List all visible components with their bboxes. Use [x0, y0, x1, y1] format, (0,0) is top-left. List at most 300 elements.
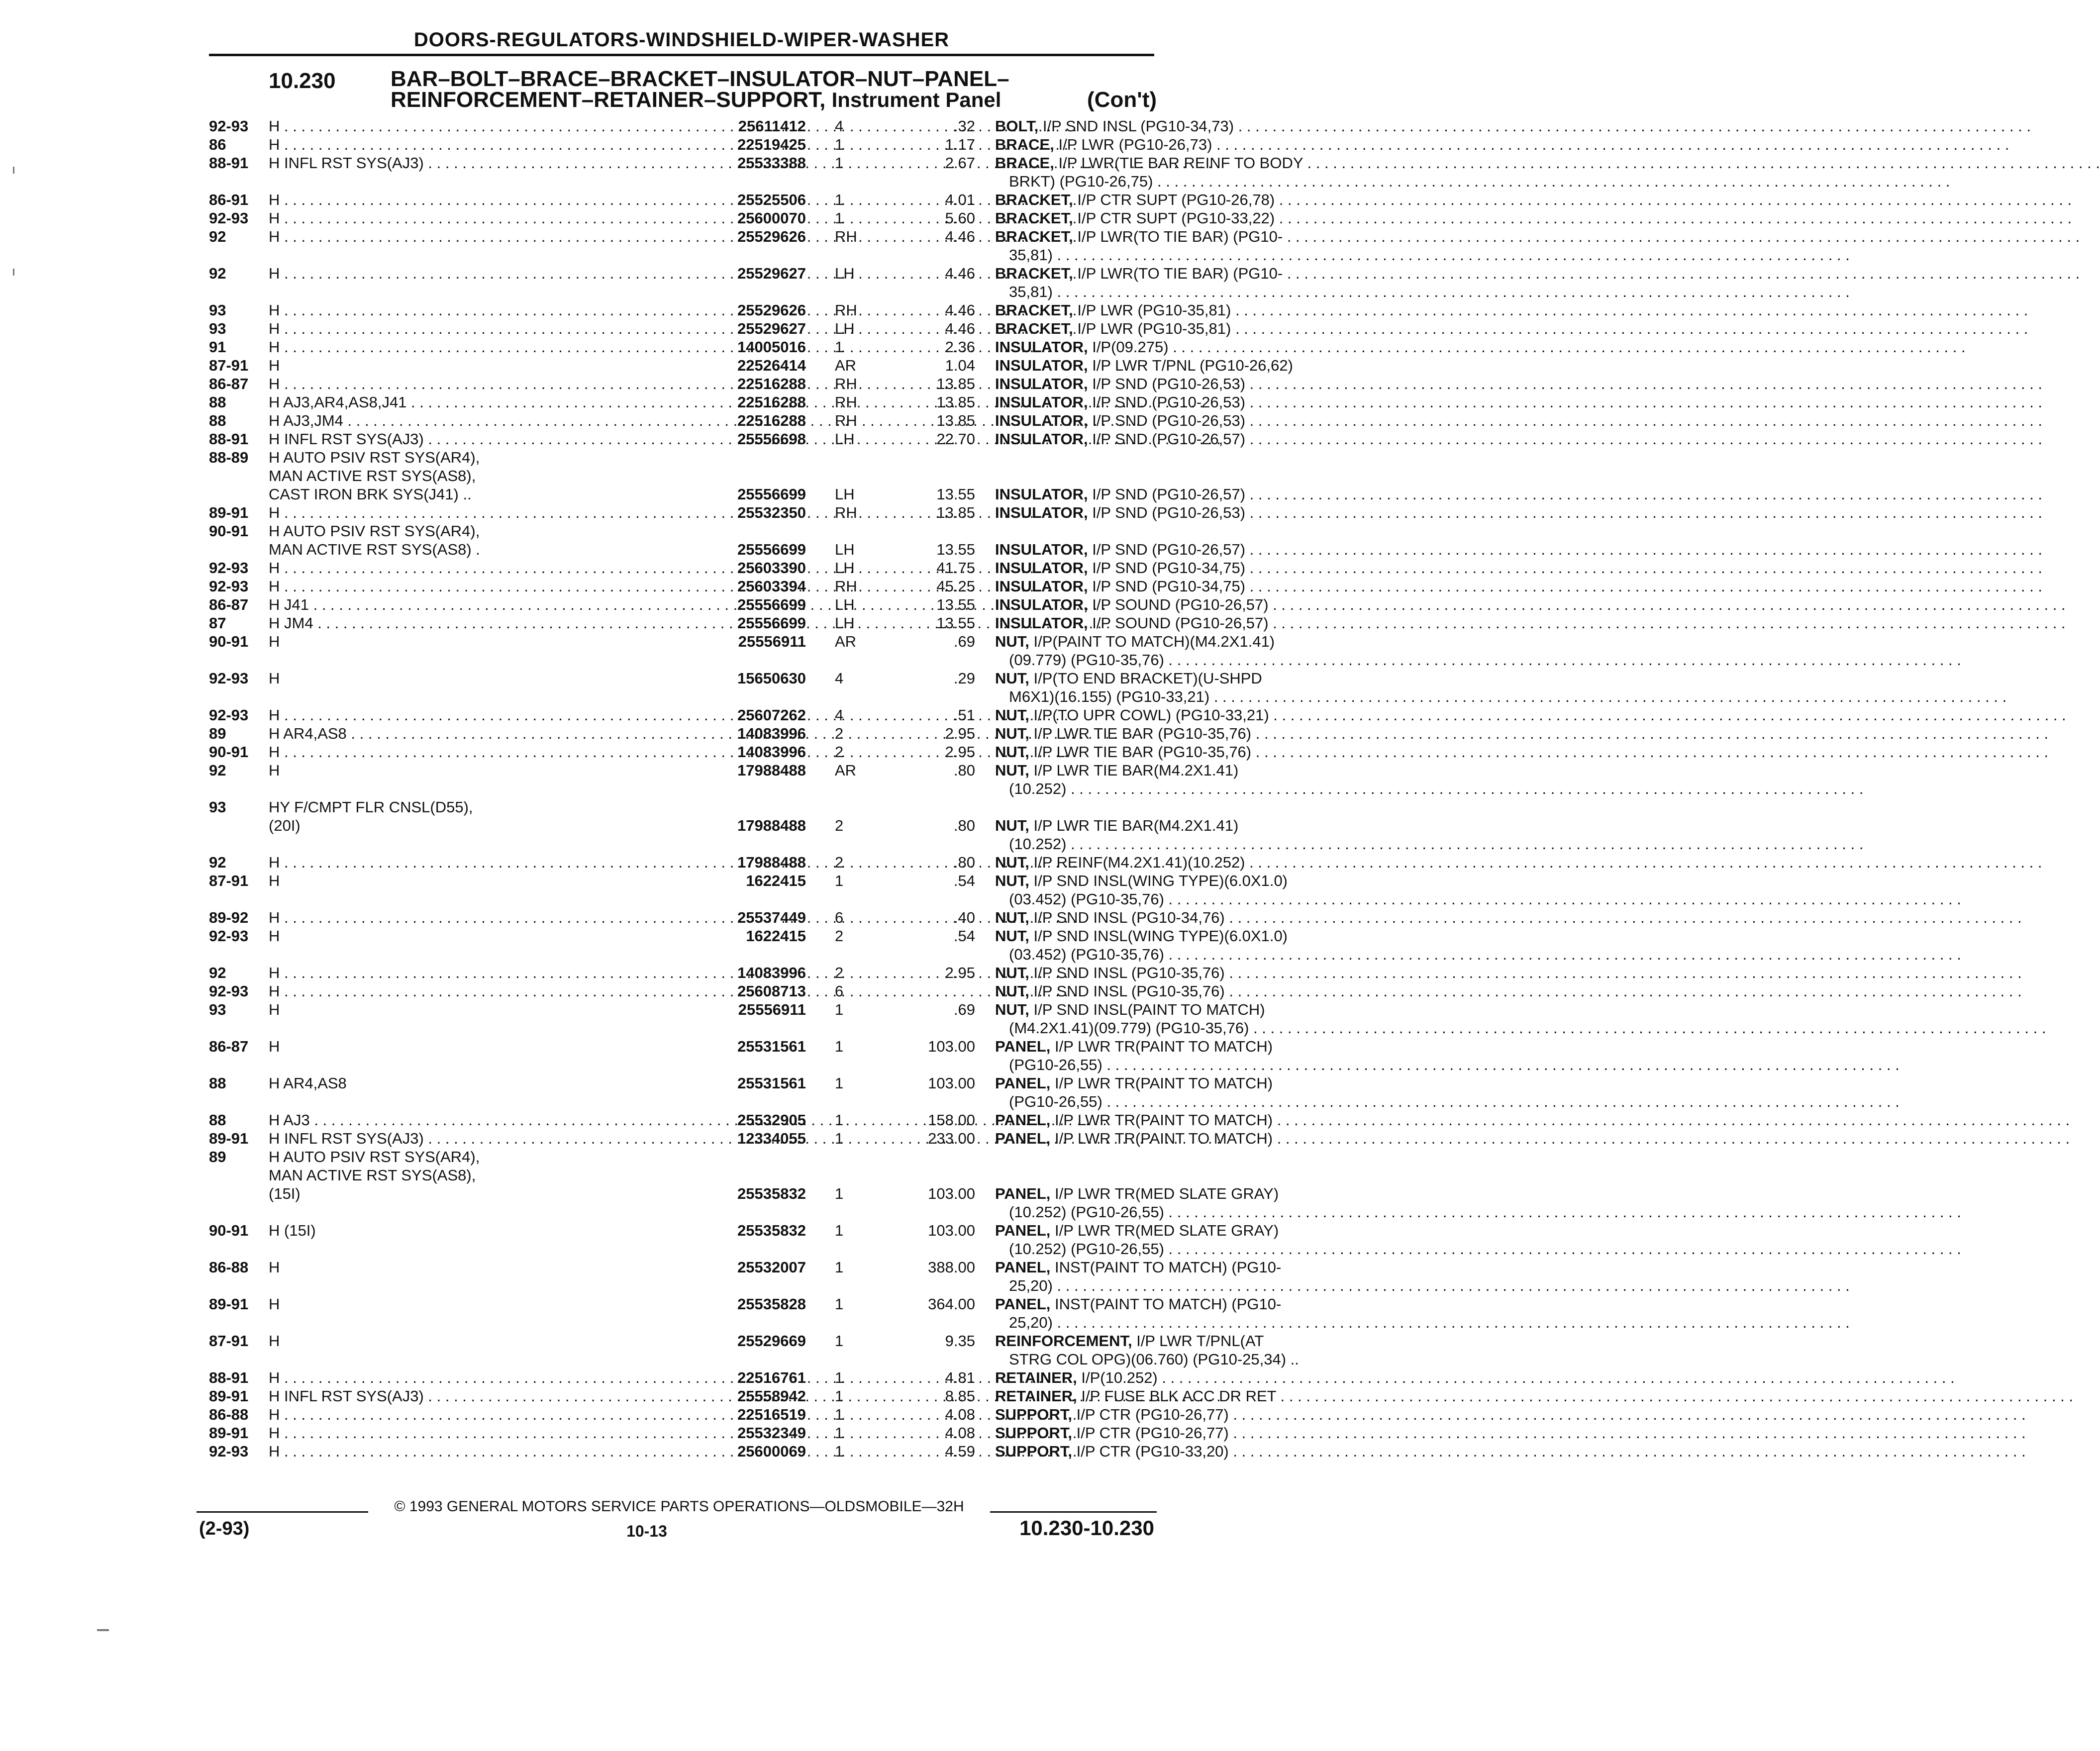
price: 2.67 — [945, 154, 975, 172]
table-row — [209, 393, 1246, 411]
part-name — [995, 1295, 1353, 1313]
table-row — [209, 1240, 1164, 1258]
table-row — [209, 283, 1154, 301]
part-name-keyword: PANEL, — [995, 1259, 1051, 1276]
price: .54 — [953, 872, 975, 889]
part-name-detail: (10.252) — [1009, 835, 1067, 853]
part-name — [995, 227, 1353, 246]
part-name-keyword: PANEL, — [995, 1222, 1051, 1239]
part-number: 22519425 — [737, 136, 806, 153]
part-name-keyword: NUT, — [995, 633, 1029, 650]
model-year: 88 — [209, 1074, 226, 1092]
parts-table — [209, 117, 1303, 1460]
part-name-detail: I/P(TO UPR COWL) (PG10-33,21) — [1033, 706, 1269, 724]
price: 13.55 — [936, 486, 975, 503]
part-name-keyword: BRACKET, — [995, 228, 1073, 245]
part-number: 25533388 — [737, 154, 806, 172]
price: 41.75 — [936, 559, 975, 577]
model-year: 86-88 — [209, 1406, 249, 1423]
part-name — [995, 356, 1353, 375]
table-row — [209, 319, 1231, 338]
part-name-keyword: INSULATOR, — [995, 614, 1088, 632]
part-name-keyword: NUT, — [995, 743, 1029, 761]
model-year: 92-93 — [209, 1443, 249, 1460]
part-number: 25600070 — [737, 209, 806, 227]
quantity: 1 — [835, 1001, 844, 1018]
part-name — [995, 1092, 1367, 1111]
table-row — [209, 246, 1154, 264]
price: 1.04 — [945, 357, 975, 374]
part-name-keyword: SUPPORT, — [995, 1424, 1073, 1442]
price: .40 — [953, 909, 975, 926]
quantity: 1 — [835, 136, 844, 153]
footer-page-number: 10-13 — [626, 1522, 667, 1540]
price: .80 — [953, 854, 975, 871]
model-year: 90-91 — [209, 633, 249, 650]
part-name-keyword: INSULATOR, — [995, 375, 1088, 392]
model-year: 90-91 — [209, 522, 249, 540]
model-year: 92-93 — [209, 578, 249, 595]
part-name — [995, 632, 1353, 651]
table-row — [209, 1405, 1229, 1424]
part-name-detail: I/P SND INSL (PG10-35,76) — [1033, 982, 1225, 1000]
quantity: 4 — [835, 706, 844, 724]
quantity: 1 — [835, 1130, 844, 1147]
part-name — [995, 872, 1353, 890]
part-number: 14083996 — [737, 743, 806, 761]
price: 4.81 — [945, 1369, 975, 1386]
part-number: 25611412 — [738, 117, 806, 135]
part-name-detail: (10.252) — [1009, 780, 1067, 797]
table-row — [209, 1368, 1158, 1387]
price: .69 — [953, 1001, 975, 1018]
part-name-detail: I/P SND INSL(WING TYPE)(6.0X1.0) — [1033, 872, 1288, 889]
application-description: H . . . — [269, 117, 746, 135]
part-name-detail: I/P SND INSL (PG10-34,76) — [1033, 909, 1225, 926]
application-description: H AJ3,JM4 . . . — [269, 411, 746, 430]
model-year: 92 — [209, 964, 226, 981]
price: 4.08 — [945, 1406, 975, 1423]
part-name — [995, 283, 1367, 301]
quantity: 6 — [835, 982, 844, 1000]
table-row — [209, 1424, 1229, 1442]
part-name-detail: I/P LWR TR(PAINT TO MATCH) — [1055, 1111, 1273, 1129]
part-number: 25600069 — [737, 1443, 806, 1460]
table-row — [209, 301, 1231, 319]
table-row — [209, 1313, 1154, 1332]
quantity: AR — [835, 633, 857, 650]
quantity: RH — [835, 412, 857, 429]
part-number: 25556911 — [738, 1001, 806, 1018]
model-year: 88 — [209, 1111, 226, 1129]
application-description: H . . . — [269, 908, 746, 927]
part-name — [995, 908, 1353, 927]
application-description: H — [269, 633, 280, 650]
part-name-keyword: INSULATOR, — [995, 357, 1088, 374]
part-name-detail: I/P LWR T/PNL(AT — [1136, 1332, 1264, 1350]
quantity: 1 — [835, 338, 844, 356]
part-name-detail: 35,81) — [1009, 246, 1053, 264]
part-number: 17988488 — [737, 817, 806, 834]
application-description: CAST IRON BRK SYS(J41) .. — [269, 486, 472, 503]
part-name-detail: I/P(PAINT TO MATCH)(M4.2X1.41) — [1033, 633, 1275, 650]
model-year: 86-91 — [209, 191, 249, 208]
application-description: H . . . — [269, 577, 746, 595]
model-year: 93 — [209, 798, 226, 816]
price: 13.85 — [936, 375, 975, 392]
quantity: 2 — [835, 817, 844, 834]
price: 4.46 — [945, 320, 975, 337]
table-row — [209, 743, 1252, 761]
part-number: 25558942 — [737, 1387, 806, 1405]
application-description: H . . . — [269, 1442, 746, 1460]
application-description: H . . . — [269, 1368, 746, 1387]
part-name-detail: I/P SND (PG10-26,57) — [1092, 486, 1246, 503]
part-name — [995, 264, 1353, 283]
part-name — [995, 669, 1353, 687]
table-row — [209, 872, 1288, 890]
part-name-keyword: SUPPORT, — [995, 1443, 1073, 1460]
part-number: 14083996 — [737, 964, 806, 981]
quantity: AR — [835, 357, 857, 374]
part-name-detail: 25,20) — [1009, 1277, 1053, 1294]
application-description: H AJ3 . . . — [269, 1111, 746, 1129]
part-name-detail: I/P LWR (PG10-26,73) — [1058, 136, 1212, 153]
application-description: H — [269, 1259, 280, 1276]
part-name-detail: STRG COL OPG)(06.760) (PG10-25,34) .. — [1009, 1351, 1299, 1368]
application-description: H AUTO PSIV RST SYS(AR4), — [269, 522, 480, 540]
application-description: H INFL RST SYS(AJ3) . . . — [269, 1387, 746, 1405]
table-row — [209, 1148, 1154, 1166]
model-year: 92 — [209, 854, 226, 871]
part-number: 25556911 — [738, 633, 806, 650]
model-year: 87-91 — [209, 357, 249, 374]
table-row — [209, 816, 1239, 835]
part-name-keyword: NUT, — [995, 982, 1029, 1000]
section-title-line2-text: REINFORCEMENT–RETAINER–SUPPORT, — [391, 88, 826, 112]
part-number: 25607262 — [737, 706, 806, 724]
part-name — [995, 430, 1353, 448]
application-description: H . . . — [269, 1405, 746, 1424]
application-description: H INFL RST SYS(AJ3) . . . — [269, 1129, 746, 1148]
table-row — [209, 982, 1225, 1000]
section-title-line2 — [391, 90, 1157, 110]
model-year: 93 — [209, 320, 226, 337]
part-name-keyword: BRACE, — [995, 154, 1054, 172]
part-name-keyword: BRACKET, — [995, 301, 1073, 319]
part-name-detail: I/P(TO END BRACKET)(U-SHPD — [1033, 670, 1262, 687]
quantity: 2 — [835, 964, 844, 981]
part-name-keyword: BRACKET, — [995, 320, 1073, 337]
part-name-keyword: NUT, — [995, 964, 1029, 981]
quantity: RH — [835, 375, 857, 392]
part-name-detail: I/P(09.275) — [1092, 338, 1169, 356]
continued-label: (Con't) — [1087, 88, 1157, 112]
price: 4.59 — [945, 1443, 975, 1460]
price: 2.95 — [945, 964, 975, 981]
part-name-detail: I/P CTR (PG10-26,77) — [1076, 1406, 1229, 1423]
table-row — [209, 927, 1288, 945]
part-name — [995, 1424, 1353, 1442]
table-row — [209, 1166, 1154, 1184]
table-row — [209, 651, 1164, 669]
application-description: H — [269, 1038, 280, 1055]
part-name — [995, 1129, 1353, 1148]
table-row — [209, 1074, 1273, 1092]
table-row — [209, 191, 1275, 209]
part-name — [995, 724, 1353, 743]
table-row — [209, 908, 1225, 927]
quantity: 1 — [835, 1295, 844, 1313]
table-row — [209, 264, 1283, 283]
application-description: H AR4,AS8 — [269, 1074, 347, 1092]
model-year: 89-92 — [209, 909, 249, 926]
part-number: 1622415 — [746, 927, 806, 945]
application-description: H . . . — [269, 209, 746, 227]
quantity: 4 — [835, 670, 844, 687]
application-description: H — [269, 670, 280, 687]
part-number: 1622415 — [746, 872, 806, 889]
part-name — [995, 614, 1353, 632]
price: 13.55 — [936, 541, 975, 558]
part-number: 22516288 — [737, 412, 806, 429]
price: 4.46 — [945, 301, 975, 319]
price: .54 — [953, 927, 975, 945]
table-row — [209, 485, 1246, 503]
table-row — [209, 522, 1154, 540]
table-row — [209, 1442, 1229, 1460]
part-name-keyword: PANEL, — [995, 1038, 1051, 1055]
quantity: 1 — [835, 1424, 844, 1442]
table-row — [209, 1129, 1273, 1148]
part-name-keyword: PANEL, — [995, 1074, 1051, 1092]
part-name-detail: I/P LWR TIE BAR (PG10-35,76) — [1033, 743, 1252, 761]
part-number: 25529627 — [737, 265, 806, 282]
model-year: 92-93 — [209, 559, 249, 577]
part-name — [995, 135, 1353, 154]
part-name-keyword: INSULATOR, — [995, 393, 1088, 411]
table-row — [209, 375, 1246, 393]
part-number: 25529627 — [737, 320, 806, 337]
part-name-keyword: INSULATOR, — [995, 541, 1088, 558]
part-name-detail: I/P CTR (PG10-33,20) — [1076, 1443, 1229, 1460]
part-number: 25556699 — [737, 486, 806, 503]
part-name — [995, 559, 1353, 577]
model-year: 92 — [209, 228, 226, 245]
model-year: 86-87 — [209, 596, 249, 613]
part-number: 17988488 — [737, 854, 806, 871]
part-number: 22516288 — [737, 393, 806, 411]
table-row — [209, 1000, 1265, 1019]
part-name-detail: I/P LWR TIE BAR (PG10-35,76) — [1033, 725, 1252, 742]
part-name-detail: I/P SND INSL (PG10-34,73) — [1042, 117, 1234, 135]
table-row — [209, 595, 1269, 614]
table-row — [209, 540, 1246, 559]
quantity: 1 — [835, 1111, 844, 1129]
part-name-detail: I/P LWR (PG10-35,81) — [1077, 301, 1231, 319]
price: 45.25 — [936, 578, 975, 595]
part-name — [995, 706, 1353, 724]
part-name — [995, 743, 1353, 761]
model-year: 92-93 — [209, 706, 249, 724]
part-name-detail: I/P CTR (PG10-26,77) — [1076, 1424, 1229, 1442]
part-name — [995, 1056, 1367, 1074]
model-year: 86-87 — [209, 1038, 249, 1055]
part-name — [995, 246, 1367, 264]
table-row — [209, 154, 1303, 172]
quantity: 1 — [835, 1222, 844, 1239]
part-name — [995, 1019, 1367, 1037]
quantity: LH — [835, 320, 855, 337]
part-name — [995, 1240, 1367, 1258]
quantity: LH — [835, 430, 855, 448]
footer-rule-right — [990, 1511, 1157, 1513]
price: 158.00 — [928, 1111, 975, 1129]
quantity: LH — [835, 614, 855, 632]
section-title — [391, 69, 1157, 110]
part-name — [995, 1387, 1353, 1405]
part-name-keyword: NUT, — [995, 762, 1029, 779]
part-name-detail: I/P LWR(TO TIE BAR) (PG10- — [1077, 228, 1283, 245]
part-name — [995, 1074, 1353, 1092]
table-row — [209, 614, 1269, 632]
application-description: H . . . — [269, 743, 746, 761]
part-number: 22516288 — [737, 375, 806, 392]
model-year: 88-91 — [209, 430, 249, 448]
quantity: LH — [835, 265, 855, 282]
table-row — [209, 467, 1154, 485]
part-name — [995, 1276, 1367, 1295]
part-name — [995, 411, 1353, 430]
model-year: 92 — [209, 265, 226, 282]
part-name-keyword: INSULATOR, — [995, 338, 1088, 356]
quantity: AR — [835, 762, 857, 779]
price: 4.46 — [945, 265, 975, 282]
part-name-detail: I/P CTR SUPT (PG10-33,22) — [1077, 209, 1275, 227]
part-name — [995, 1111, 1353, 1129]
model-year: 90-91 — [209, 743, 249, 761]
model-year: 92-93 — [209, 670, 249, 687]
part-name-detail: I/P LWR TR(PAINT TO MATCH) — [1055, 1038, 1273, 1055]
part-number: 25532350 — [737, 504, 806, 521]
part-name-detail: (03.452) (PG10-35,76) — [1009, 890, 1164, 908]
quantity: RH — [835, 578, 857, 595]
model-year: 91 — [209, 338, 226, 356]
part-number: 25532905 — [737, 1111, 806, 1129]
part-name — [995, 503, 1353, 522]
part-number: 25535832 — [737, 1185, 806, 1202]
price: 103.00 — [928, 1038, 975, 1055]
part-name — [995, 1037, 1353, 1056]
quantity: 6 — [835, 909, 844, 926]
table-row — [209, 669, 1262, 687]
part-name — [995, 1442, 1353, 1460]
application-description: H — [269, 1332, 280, 1350]
table-row — [209, 1092, 1154, 1111]
footer-copyright: © 1993 GENERAL MOTORS SERVICE PARTS OPERATIONS—OLDSMOBILE—32H — [394, 1498, 964, 1515]
quantity: 1 — [835, 209, 844, 227]
part-name — [995, 1332, 1353, 1350]
price: 1.17 — [945, 136, 975, 153]
part-number: 22516761 — [737, 1369, 806, 1386]
application-description: H . . . — [269, 135, 746, 154]
quantity: 1 — [835, 1038, 844, 1055]
table-row — [209, 945, 1164, 964]
table-row — [209, 559, 1246, 577]
part-name-detail: I/P SOUND (PG10-26,57) — [1092, 596, 1269, 613]
application-description: H INFL RST SYS(AJ3) . . . — [269, 430, 746, 448]
header-rule — [209, 54, 1154, 56]
part-name-detail: I/P SND (PG10-34,75) — [1092, 578, 1246, 595]
price: 13.55 — [936, 596, 975, 613]
price: 2.95 — [945, 725, 975, 742]
part-number: 25529626 — [737, 228, 806, 245]
part-name-detail: I/P LWR T/PNL (PG10-26,62) — [1092, 357, 1293, 374]
part-name-keyword: BOLT, — [995, 117, 1039, 135]
price: .80 — [953, 817, 975, 834]
model-year: 88-91 — [209, 154, 249, 172]
part-name — [995, 687, 1367, 706]
part-name-keyword: PANEL, — [995, 1130, 1051, 1147]
model-year: 87 — [209, 614, 226, 632]
part-name-detail: I/P REINF(M4.2X1.41)(10.252) — [1033, 854, 1245, 871]
part-name-keyword: NUT, — [995, 909, 1029, 926]
part-name — [995, 1184, 1353, 1203]
application-description: H . . . — [269, 1424, 746, 1442]
quantity: 1 — [835, 1369, 844, 1386]
part-name-keyword: INSULATOR, — [995, 412, 1088, 429]
part-name-keyword: NUT, — [995, 872, 1029, 889]
quantity: RH — [835, 504, 857, 521]
application-description: H . . . — [269, 853, 746, 872]
scan-mark — [13, 167, 14, 174]
table-row — [209, 356, 1293, 375]
part-number: 25608713 — [737, 982, 806, 1000]
model-year: 89-91 — [209, 504, 249, 521]
part-number: 22526414 — [737, 357, 806, 374]
part-name — [995, 595, 1353, 614]
price: 103.00 — [928, 1185, 975, 1202]
part-name-detail: I/P SND INSL(PAINT TO MATCH) — [1033, 1001, 1265, 1018]
application-description: H . . . — [269, 559, 746, 577]
table-row — [209, 1056, 1154, 1074]
footer-section-range: 10.230-10.230 — [1019, 1516, 1154, 1540]
part-number: 25535832 — [737, 1222, 806, 1239]
part-number: 25525506 — [737, 191, 806, 208]
model-year: 89-91 — [209, 1424, 249, 1442]
table-row — [209, 1258, 1282, 1276]
quantity: 1 — [835, 1259, 844, 1276]
table-row — [209, 209, 1275, 227]
table-row — [209, 577, 1246, 595]
table-row — [209, 338, 1169, 356]
part-number: 25556699 — [737, 596, 806, 613]
part-name-keyword: NUT, — [995, 854, 1029, 871]
table-row — [209, 1203, 1164, 1221]
price: 13.85 — [936, 393, 975, 411]
quantity: LH — [835, 596, 855, 613]
quantity: 2 — [835, 854, 844, 871]
part-name — [995, 1258, 1353, 1276]
price: .80 — [953, 762, 975, 779]
quantity: 4 — [835, 117, 844, 135]
part-name — [995, 1221, 1353, 1240]
part-name-detail: I/P LWR TR(MED SLATE GRAY) — [1055, 1222, 1279, 1239]
part-name — [995, 779, 1367, 798]
part-name-keyword: PANEL, — [995, 1111, 1051, 1129]
part-name — [995, 1350, 1367, 1368]
part-name-keyword: NUT, — [995, 706, 1029, 724]
